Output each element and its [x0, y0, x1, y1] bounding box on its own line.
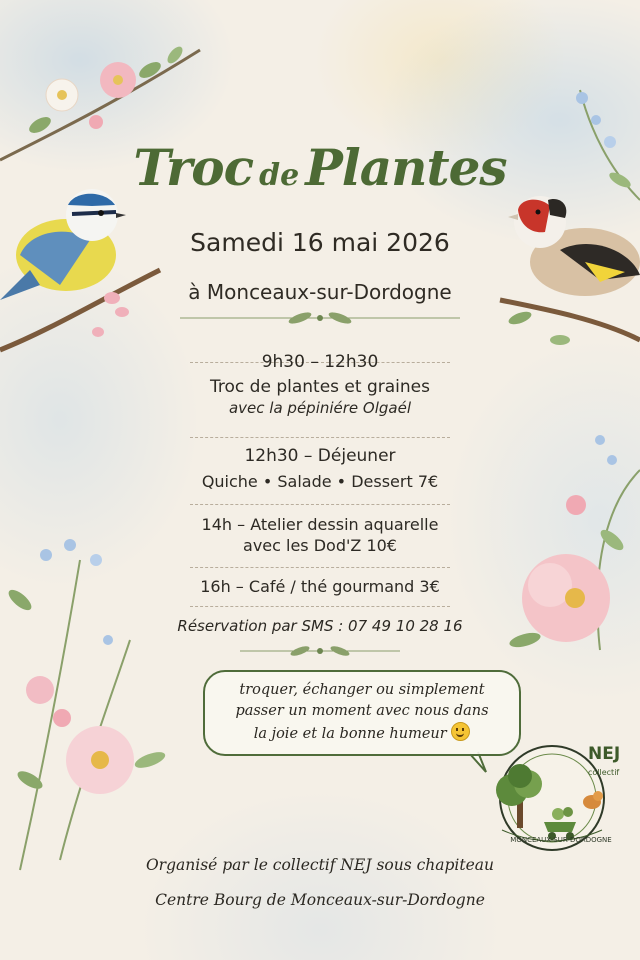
event-date: Samedi 16 mai 2026 [190, 228, 450, 257]
title-de: de [259, 158, 300, 193]
venue-text: Centre Bourg de Monceaux-sur-Dordogne [155, 891, 485, 909]
smiley-icon [451, 722, 470, 741]
schedule-activity: 16h – Café / thé gourmand 3€ [200, 577, 440, 596]
message-bubble [203, 670, 521, 756]
bubble-line: passer un moment avec nous dans [235, 703, 489, 719]
schedule-activity: Troc de plantes et graines [210, 377, 430, 397]
poster-title [0, 138, 640, 197]
goldfinch-bird-icon [500, 196, 640, 345]
leaf-divider-bottom-icon [240, 644, 400, 657]
schedule-detail: avec la pépiniére Olgaél [228, 399, 412, 417]
schedule-detail: avec les Dod'Z 10€ [243, 536, 397, 555]
wildflowers-bottom-left-icon [5, 539, 167, 870]
logo-ring-text: MONCEAUX-SUR-DORDOGNE [510, 836, 612, 844]
divider [190, 606, 450, 607]
schedule-item-4 [160, 577, 480, 596]
divider [190, 437, 450, 438]
divider [190, 567, 450, 568]
schedule-item-2 [160, 446, 480, 491]
blue-tit-bird-icon [0, 189, 160, 350]
schedule-item-3 [160, 515, 480, 555]
bubble-line: troquer, échanger ou simplement [239, 682, 485, 698]
schedule-menu: Quiche • Salade • Dessert 7€ [201, 472, 439, 491]
organizer-text: Organisé par le collectif NEJ sous chapiteau [145, 856, 495, 874]
schedule-item-1 [160, 352, 480, 417]
logo-subtitle: collectif [588, 768, 620, 777]
title-troc: Troc [133, 138, 254, 197]
schedule-activity: 14h – Atelier dessin aquarelle [201, 515, 439, 534]
divider [190, 504, 450, 505]
leaf-divider-top-icon [180, 310, 460, 326]
reservation-info: Réservation par SMS : 07 49 10 28 16 [177, 617, 463, 635]
schedule-time: 12h30 – Déjeuner [244, 446, 396, 466]
bubble-line: la joie et la bonne humeur [253, 726, 447, 742]
event-place: à Monceaux-sur-Dordogne [188, 280, 452, 304]
schedule-time: 9h30 – 12h30 [261, 352, 379, 372]
title-plantes: Plantes [305, 138, 507, 197]
logo-name: NEJ [588, 744, 621, 764]
bubble-line-3 [215, 722, 509, 745]
